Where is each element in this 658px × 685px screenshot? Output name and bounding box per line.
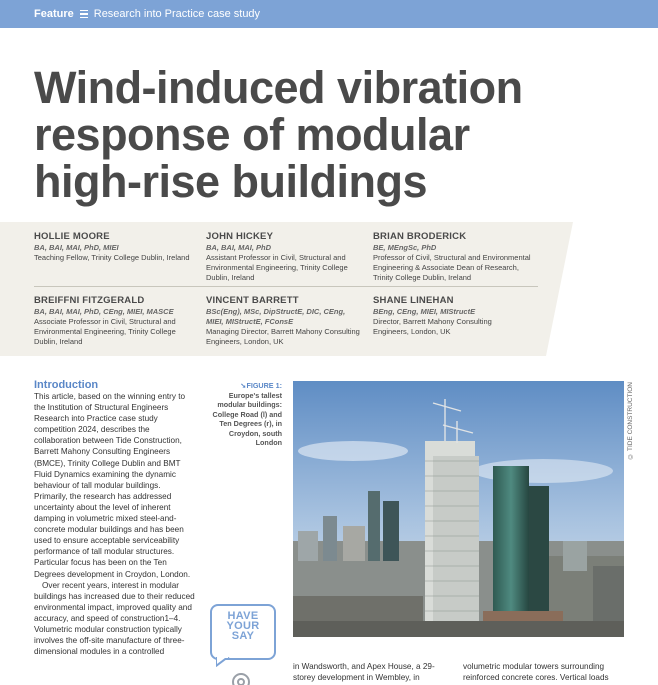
- author-name: VINCENT BARRETT: [206, 295, 299, 306]
- author-affiliation: Teaching Fellow, Trinity College Dublin, Ireland: [34, 253, 190, 262]
- author-name: SHANE LINEHAN: [373, 295, 454, 306]
- paragraph: Over recent years, interest in modular buildings has increased due to their reduced environmental impact, improved quality and accuracy, and speed of construction1–4. Volumetric modular construction typically involves the off-site manufacture of three-dimensional modules in a controlled: [34, 580, 195, 657]
- figure-caption-text: Europe's tallest modular buildings: College Road (l) and Ten Degrees (r), in Croydon, south London: [212, 390, 282, 447]
- author-card: [206, 231, 361, 283]
- speech-tail-icon: [216, 657, 230, 667]
- figure-label-row: [208, 381, 282, 391]
- section-label: Feature: [34, 8, 74, 20]
- menu-lines-icon: [80, 10, 88, 19]
- author-name: BRIAN BRODERICK: [373, 231, 467, 242]
- article-title: [34, 64, 634, 205]
- arrow-down-icon: ➘: [240, 381, 247, 390]
- author-name: BREIFFNI FITZGERALD: [34, 295, 145, 306]
- author-qualifications: BEng, CEng, MIEI, MIStructE: [373, 307, 476, 316]
- hys-line: SAY: [231, 630, 255, 642]
- author-qualifications: BA, BAI, MAI, PhD, MIEI: [34, 243, 119, 252]
- author-affiliation: Associate Professor in Civil, Structural and Environmental Engineering, Trinity College Dublin, Ireland: [34, 317, 176, 346]
- author-card: [373, 231, 538, 283]
- author-card: [206, 295, 361, 347]
- author-name: HOLLIE MOORE: [34, 231, 110, 242]
- intro-text: [34, 391, 196, 657]
- hys-line: YOUR: [226, 620, 260, 632]
- figure-label: FIGURE 1:: [246, 381, 282, 390]
- body-text-column-3: volumetric modular towers surrounding reinforced concrete cores. Vertical loads: [463, 662, 609, 683]
- author-card: [373, 295, 523, 337]
- author-affiliation: Director, Barrett Mahony Consulting Engineers, London, UK: [373, 317, 492, 336]
- author-qualifications: BA, BAI, MAI, PhD: [206, 243, 271, 252]
- author-qualifications: BE, MEngSc, PhD: [373, 243, 437, 252]
- hys-line: HAVE: [227, 610, 259, 622]
- header-bar: [0, 0, 658, 28]
- authors-divider: [34, 286, 538, 287]
- author-affiliation: Professor of Civil, Structural and Environmental Engineering & Associate Dean of Research, Trinity College Dublin, Ireland: [373, 253, 531, 282]
- at-sign-icon: [230, 671, 252, 685]
- figure-photo: [293, 381, 624, 637]
- series-label: Research into Practice case study: [93, 8, 261, 20]
- author-card: [34, 231, 194, 263]
- author-affiliation: Assistant Professor in Civil, Structural and Environmental Engineering, Trinity College Dublin, Ireland: [206, 253, 348, 282]
- paragraph: This article, based on the winning entry to the Institution of Structural Engineers Research into Practice case study competition 2024, describes the collaboration between Tide Construction, Barrett Mahony Consulting Engineers (BMCE), Trinity College Dublin and BMT Fluid Dynamics examining the dynamic behaviour of tall modular buildings. Primarily, the research has addressed uncertainty about the level of inherent damping in volumetric mixed steel-and-concrete modular buildings and has been used to ensure acceptable serviceability performance of tall modular structures. Particular focus has been on the Ten Degrees development in Croydon, London.: [34, 392, 191, 579]
- author-qualifications: BSc(Eng), MSc, DipStructE, DIC, CEng, MIEI, MIStructE, FConsE: [206, 307, 346, 326]
- title-line-1: Wind-induced vibration: [34, 62, 523, 113]
- skyline-illustration: [293, 381, 624, 637]
- title-line-2: response of modular: [34, 109, 470, 160]
- title-line-3: high-rise buildings: [34, 156, 427, 207]
- section-heading: Introduction: [34, 379, 99, 391]
- have-your-say-badge[interactable]: [210, 604, 276, 660]
- author-qualifications: BA, BAI, MAI, PhD, CEng, MIEI, MASCE: [34, 307, 174, 316]
- body-text-column-2: in Wandsworth, and Apex House, a 29-storey development in Wembley, in: [293, 662, 435, 683]
- author-name: JOHN HICKEY: [206, 231, 274, 242]
- figure-caption: [208, 381, 282, 448]
- author-affiliation: Managing Director, Barrett Mahony Consulting Engineers, London, UK: [206, 327, 360, 346]
- author-card: [34, 295, 194, 347]
- photo-credit: © TIDE CONSTRUCTION: [627, 382, 634, 460]
